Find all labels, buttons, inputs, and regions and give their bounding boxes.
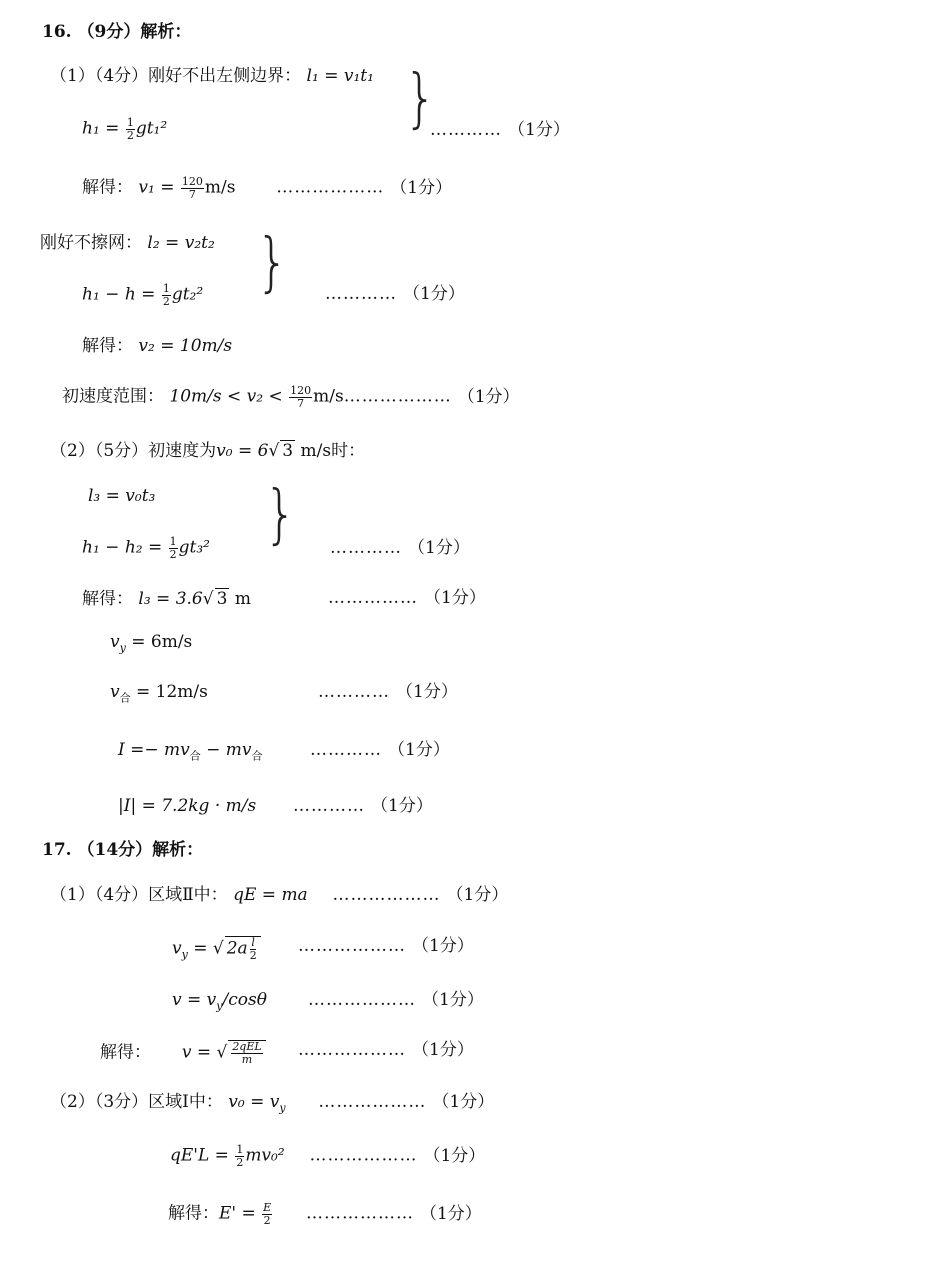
q17-p2-line3 <box>168 1202 482 1226</box>
range-unit: m/s <box>313 386 344 407</box>
q16-title-text: 16. （9分）解析： <box>42 22 192 42</box>
eq-h1h-rhs: gt₂² <box>171 284 204 305</box>
q17-p1-line1 <box>50 885 508 906</box>
v-cos-rest: /cosθ <box>222 990 267 1010</box>
vy-rest: = 6m/s <box>125 632 193 652</box>
range-left: 10m/s < v₂ < <box>169 386 289 407</box>
frac-den: 2 <box>263 1213 271 1227</box>
vy-fraction <box>249 937 258 961</box>
eq-l2: l₂ = v₂t₂ <box>147 233 215 253</box>
head-tail: 时： <box>331 441 366 461</box>
solve-label: 解得： <box>82 589 133 609</box>
q17-p1-line4: 解得： v = √ $\frac{\text{2qEL}}{m}$ <box>100 1040 266 1065</box>
v0-unit: m/s <box>295 441 332 461</box>
dots: ………… <box>330 538 402 558</box>
q16-p2-line1: （2）（5分）初速度为v₀ = 6√ 3 m/s时： <box>50 441 366 461</box>
dots: ……………… <box>308 990 416 1010</box>
score: （1分） <box>412 936 474 956</box>
frac-num: 2qEL <box>232 1040 262 1053</box>
l3-unit: m <box>229 589 251 609</box>
score: （1分） <box>424 588 486 608</box>
q16-p1-line7 <box>62 385 520 409</box>
frac-den: 2 <box>162 294 170 308</box>
dots: ………… <box>318 682 390 702</box>
q16-eq-h1-rhs: gt₁² <box>135 118 168 139</box>
graze-label: 刚好不擦网： <box>40 233 142 253</box>
vhe-var: v <box>110 682 120 702</box>
v-fraction <box>231 1041 262 1065</box>
q16-p2-line8 <box>118 796 433 817</box>
q17-p1-line2: $v_y$ = √ 2a $\frac{l}{2}$ <box>172 936 261 962</box>
q16-score-line8 <box>310 740 450 761</box>
dots: ……………… <box>298 936 406 956</box>
score: （1分） <box>508 120 570 140</box>
q16-score-line1 <box>430 120 570 141</box>
score: （1分） <box>371 796 433 816</box>
q16-p2-line7 <box>118 740 263 763</box>
dots: ……………… <box>276 177 385 198</box>
v0-sqrt: 3 <box>282 441 294 461</box>
q16-p1-line3 <box>82 176 452 200</box>
v1-unit: m/s <box>204 177 236 198</box>
eq3-lhs: E' = <box>219 1203 262 1224</box>
solve-label: 解得： <box>168 1203 219 1224</box>
q17-p1-head: （1）（4分）区域Ⅱ中： <box>50 885 228 905</box>
q16-p2-head: （2）（5分）初速度为 <box>50 441 217 461</box>
brace-icon: } <box>256 226 289 300</box>
vy-var: v <box>172 938 182 959</box>
frac-den: 2 <box>169 547 177 561</box>
impulse-sub2: 合 <box>251 749 263 763</box>
eq-h1h-lhs: h₁ − h = <box>82 284 161 305</box>
q16-p2-line5 <box>110 632 192 655</box>
frac-den: 2 <box>126 128 134 142</box>
v-cos-sub: y <box>216 999 223 1013</box>
frac-den: 2 <box>249 948 257 962</box>
q16-p1-line4 <box>40 233 215 254</box>
v-lhs: v = <box>181 1042 217 1063</box>
eq2-lhs: qE'L = <box>170 1145 235 1166</box>
q17-p2-line1 <box>50 1092 494 1115</box>
score: （1分） <box>446 885 509 905</box>
eq1-sub: y <box>279 1101 286 1115</box>
vhe-rest: = 12m/s <box>130 682 208 702</box>
eq2-rhs: mv₀² <box>245 1145 285 1166</box>
dots: ……………… <box>298 1040 406 1060</box>
q17-p2-line2 <box>170 1144 485 1168</box>
dots: ……………… <box>318 1092 427 1112</box>
q16-eq-h1-lhs: h₁ = <box>82 118 125 139</box>
score: （1分） <box>412 1040 474 1060</box>
brace-icon: } <box>264 478 297 552</box>
impulse-mid: − mv <box>200 740 252 760</box>
score: （1分） <box>423 1145 486 1166</box>
q17-title <box>42 840 203 861</box>
frac-den: 2 <box>236 1155 244 1169</box>
l3-sqrt: 3 <box>216 589 228 609</box>
v-cos: v = v <box>172 990 217 1010</box>
frac-num: 120 <box>290 384 312 397</box>
dots: ………… <box>293 796 366 816</box>
v0-eq: v₀ = 6 <box>216 441 269 461</box>
score: （1分） <box>432 1092 495 1112</box>
eq-l3: l₃ = v₀t₃ <box>88 486 156 506</box>
q16-title <box>42 22 191 43</box>
score: （1分） <box>403 284 465 304</box>
q16-p2-line2 <box>88 486 155 507</box>
dots: …………… <box>328 588 418 608</box>
half-fraction <box>126 117 135 141</box>
q17-score-line3 <box>308 990 484 1011</box>
q17-p1-line3 <box>172 990 267 1013</box>
q16-score-line5 <box>330 538 470 559</box>
range-fraction <box>289 385 312 409</box>
score: （1分） <box>457 386 520 407</box>
eq-h1h2-lhs: h₁ − h₂ = <box>82 537 168 558</box>
q17-p2-eq1: v₀ = v <box>228 1092 280 1112</box>
dots: ……………… <box>343 386 452 407</box>
dots: ……………… <box>309 1145 418 1166</box>
q16-p1-line2 <box>82 117 167 141</box>
solve-label: 解得： <box>82 336 133 356</box>
frac-num: 1 <box>126 116 134 129</box>
solve-label: 解得： <box>100 1042 151 1063</box>
solve-label: 解得： <box>82 177 133 198</box>
score: （1分） <box>396 682 458 702</box>
v1-lhs: v₁ = <box>138 177 180 198</box>
l3-lhs: l₃ = 3.6 <box>138 589 203 609</box>
vhe-sub: 合 <box>119 691 131 705</box>
vy-eq: = <box>187 938 213 959</box>
dots: ………… <box>430 120 502 140</box>
dots: ………… <box>325 284 397 304</box>
half-fraction <box>169 536 178 560</box>
q17-title-text: 17. （14分）解析： <box>42 840 204 860</box>
brace-icon: } <box>404 62 437 136</box>
frac-num: E <box>263 1201 272 1214</box>
q16-eq-l1: l₁ = v₁t₁ <box>306 66 374 86</box>
abs-impulse: |I| = 7.2kg · m/s <box>118 796 257 816</box>
score: （1分） <box>388 740 450 760</box>
frac-num: 1 <box>169 535 177 548</box>
vy-sub: y <box>119 641 126 655</box>
range-label: 初速度范围： <box>62 386 164 407</box>
q16-p2-line3 <box>82 536 210 560</box>
frac-den: 7 <box>188 187 196 201</box>
q16-p1-line5 <box>82 283 203 307</box>
score: （1分） <box>422 990 484 1010</box>
vy-var: v <box>110 632 120 652</box>
dots: ……………… <box>332 885 441 905</box>
frac-num: 1 <box>162 282 170 295</box>
frac-num: l <box>251 936 255 949</box>
q16-p2-line6 <box>110 682 208 705</box>
q16-p1-line6 <box>82 336 232 357</box>
q16-p2-line4: 解得： l₃ = 3.6√ 3 m <box>82 589 251 609</box>
q16-p1-head: （1）（4分）刚好不出左侧边界： <box>50 66 302 86</box>
frac-num: 120 <box>181 175 203 188</box>
vy-sqrt-a: 2a <box>226 938 248 959</box>
frac-num: 1 <box>236 1143 244 1156</box>
q16-score-line3 <box>325 284 465 305</box>
vy-sqrt <box>225 936 261 961</box>
impulse-sub1: 合 <box>189 749 201 763</box>
impulse-eq: I =− mv <box>118 740 190 760</box>
q17-p2-head: （2）（3分）区域Ⅰ中： <box>50 1092 223 1112</box>
half-fraction <box>162 283 171 307</box>
score: （1分） <box>390 177 453 198</box>
score: （1分） <box>408 538 470 558</box>
score: （1分） <box>419 1203 482 1224</box>
dots: ……………… <box>305 1203 414 1224</box>
v-sqrt <box>228 1040 265 1065</box>
half-fraction <box>235 1144 244 1168</box>
q17-score-line4 <box>298 1040 474 1061</box>
dots: ………… <box>310 740 382 760</box>
q17-eq1: qE = ma <box>233 885 308 905</box>
q17-score-line2 <box>298 936 474 957</box>
q16-score-line6 <box>328 588 486 609</box>
v2-eq: v₂ = 10m/s <box>138 336 233 356</box>
vy-sub: y <box>181 947 188 961</box>
eq-h1h2-rhs: gt₃² <box>178 537 210 558</box>
v1-fraction <box>181 176 204 200</box>
eq3-fraction <box>262 1202 272 1226</box>
frac-den: 7 <box>297 396 305 410</box>
q16-score-line7 <box>318 682 458 703</box>
frac-den: m <box>241 1052 253 1066</box>
q16-p1-line1 <box>50 66 374 87</box>
